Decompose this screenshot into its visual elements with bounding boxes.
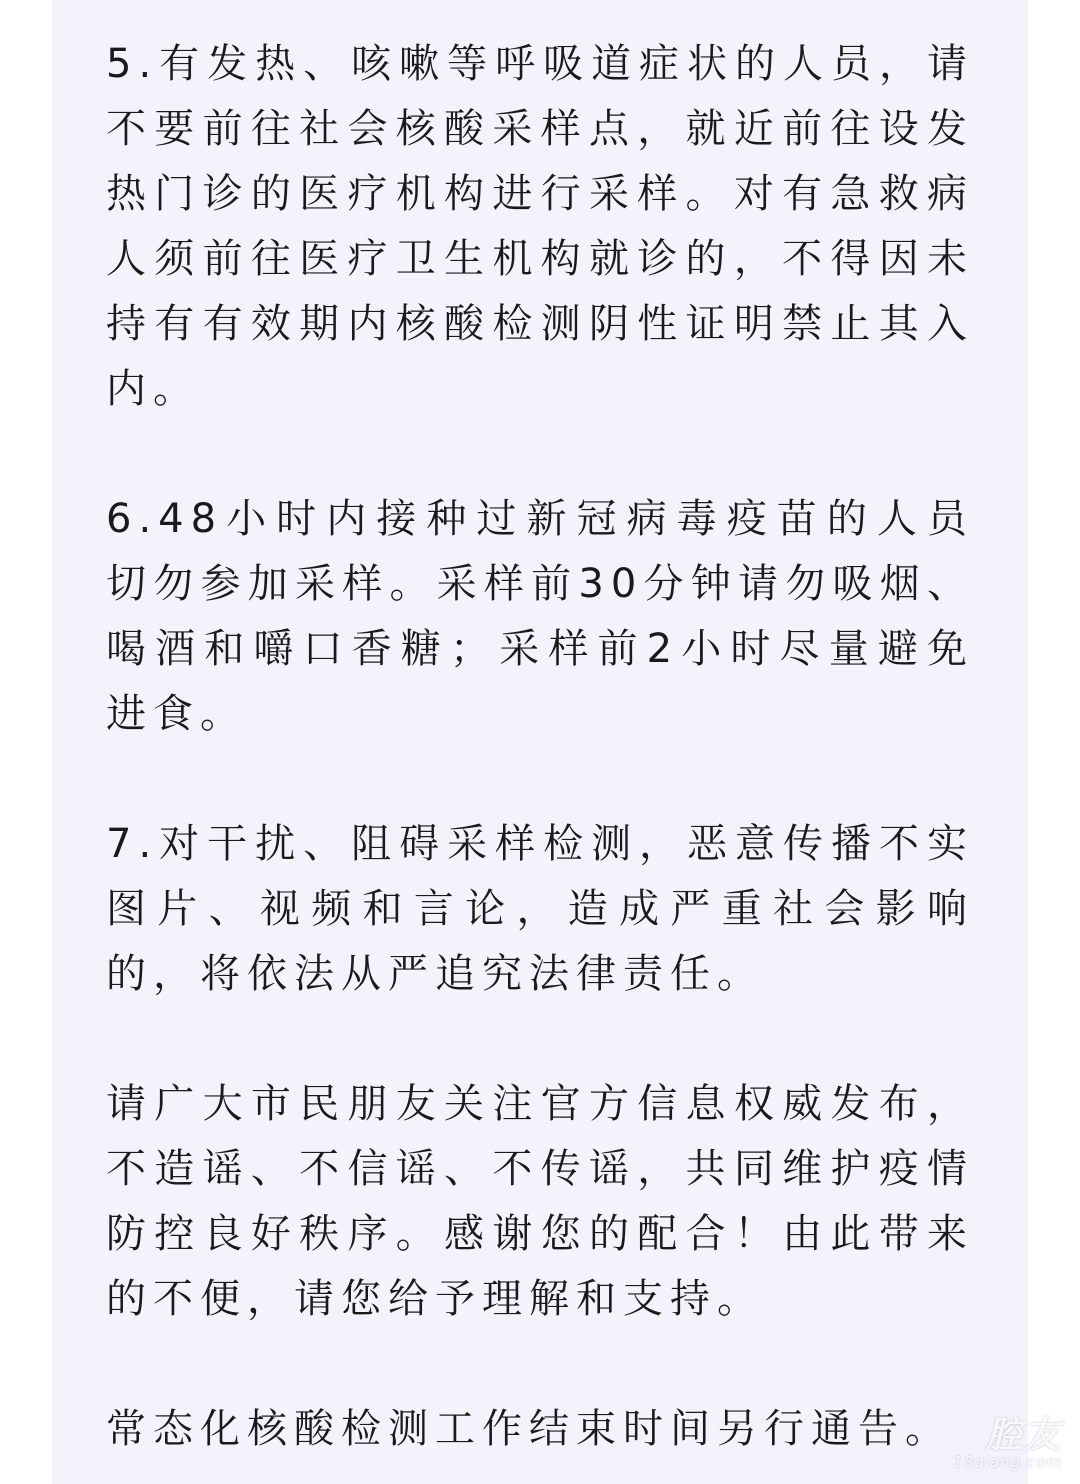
paragraph-item-5: 5.有发热、咳嗽等呼吸道症状的人员，请不要前往社会核酸采样点，就近前往设发热门诊的医疗机构进行采样。对有急救病人须前往医疗卫生机构就诊的，不得因未持有有效期内核酸检测阴性证明禁止其入内。 [106, 41, 974, 412]
paragraph-item-6: 6.48小时内接种过新冠病毒疫苗的人员切勿参加采样。采样前30分钟请勿吸烟、喝酒和嚼口香糖；采样前2小时尽量避免进食。 [106, 496, 974, 737]
watermark-logo-text: 腔友 [985, 1414, 1062, 1456]
article-body [106, 32, 974, 1462]
article-card [52, 0, 1028, 1484]
watermark-url: 18qiang.com [953, 1453, 1062, 1471]
paragraph-end-notice: 常态化核酸检测工作结束时间另行通告。 [106, 1406, 952, 1452]
site-watermark [953, 1416, 1062, 1470]
paragraph-item-7: 7.对干扰、阻碍采样检测，恶意传播不实图片、视频和言论，造成严重社会影响的，将依法从严追究法律责任。 [106, 821, 974, 997]
paragraph-appeal: 请广大市民朋友关注官方信息权威发布，不造谣、不信谣、不传谣，共同维护疫情防控良好秩序。感谢您的配合！由此带来的不便，请您给予理解和支持。 [106, 1081, 974, 1322]
